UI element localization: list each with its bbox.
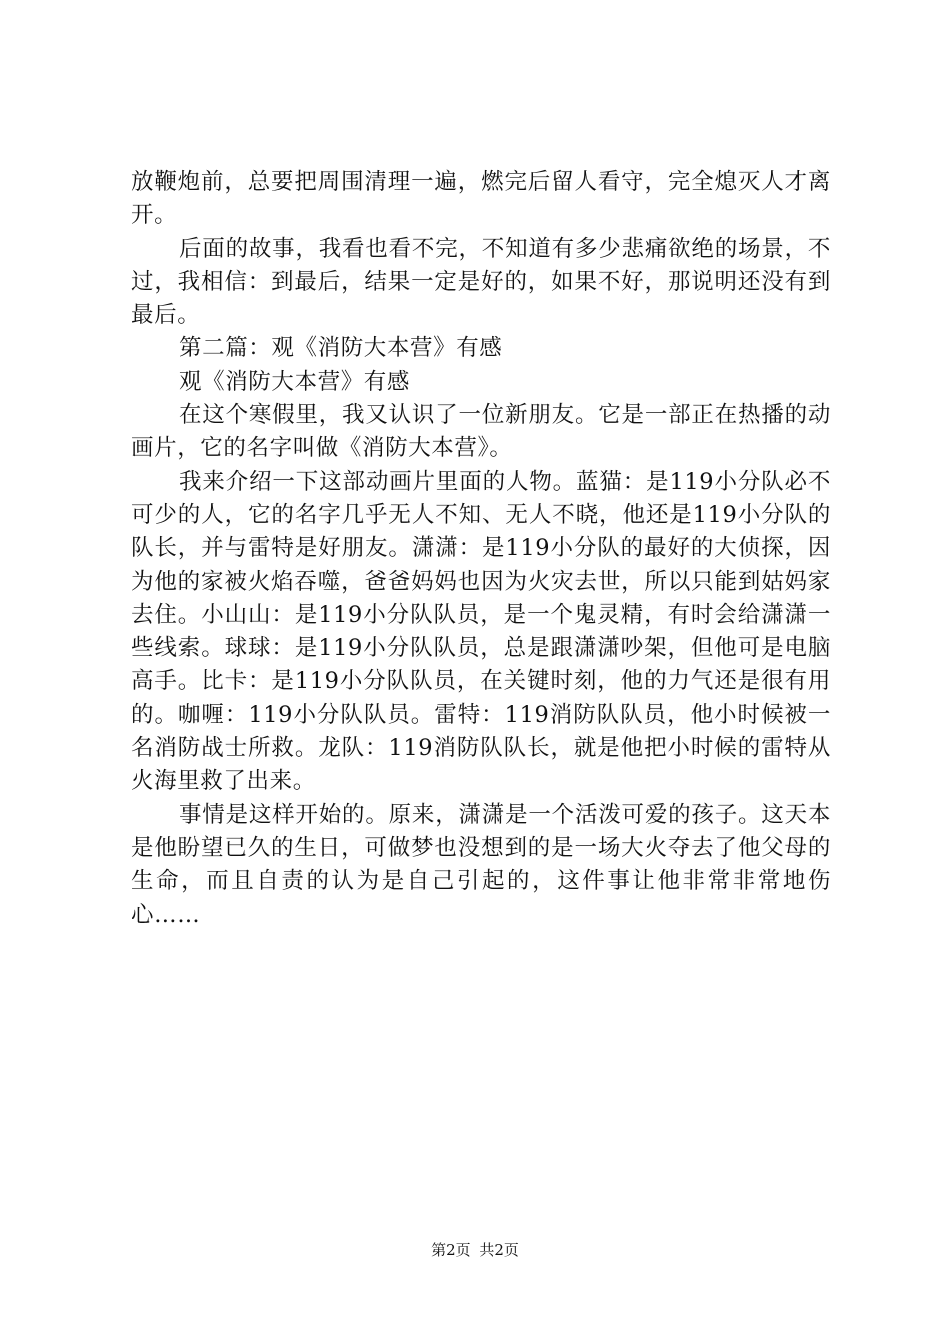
page-number: 第2页 xyxy=(431,1241,471,1259)
article-title: 观《消防大本营》有感 xyxy=(179,368,411,395)
paragraph-5: 事情是这样开始的。原来，潇潇是一个活泼可爱的孩子。这天本是他盼望已久的生日，可做梦也没想到的是一场大火夺去了他父母的生命，而且自责的认为是自己引起的，这件事让他非常非常地伤心…… xyxy=(131,801,831,928)
paragraph-1: 放鞭炮前，总要把周围清理一遍，燃完后留人看守，完全熄灭人才离开。 xyxy=(131,169,831,229)
paragraph-2: 后面的故事，我看也看不完，不知道有多少悲痛欲绝的场景，不过，我相信：到最后，结果一定是好的，如果不好，那说明还没有到最后。 xyxy=(131,235,831,329)
page-total: 共2页 xyxy=(479,1241,519,1259)
document-body xyxy=(131,166,831,932)
paragraph-4: 我来介绍一下这部动画片里面的人物。蓝猫：是119小分队必不可少的人，它的名字几乎无人不知、无人不晓，他还是119小分队的队长，并与雷特是好朋友。潇潇：是119小分队的最好的大侦探，因为他的家被火焰吞噬，爸爸妈妈也因为火灾去世，所以只能到姑妈家去住。小山山：是119小分队队员，是一个鬼灵精，有时会给潇潇一些线索。球球：是119小分队队员，总是跟潇潇吵架，但他可是电脑高手。比卡：是119小分队队员，在关键时刻，他的力气还是很有用的。咖喱：119小分队队员。雷特：119消防队队员，他小时候被一名消防战士所救。龙队：119消防队队长，就是他把小时候的雷特从火海里救了出来。 xyxy=(131,468,831,795)
page-footer xyxy=(0,1240,950,1260)
section-heading: 第二篇：观《消防大本营》有感 xyxy=(179,335,503,362)
paragraph-3: 在这个寒假里，我又认识了一位新朋友。它是一部正在热播的动画片，它的名字叫做《消防大本营》。 xyxy=(131,402,831,462)
